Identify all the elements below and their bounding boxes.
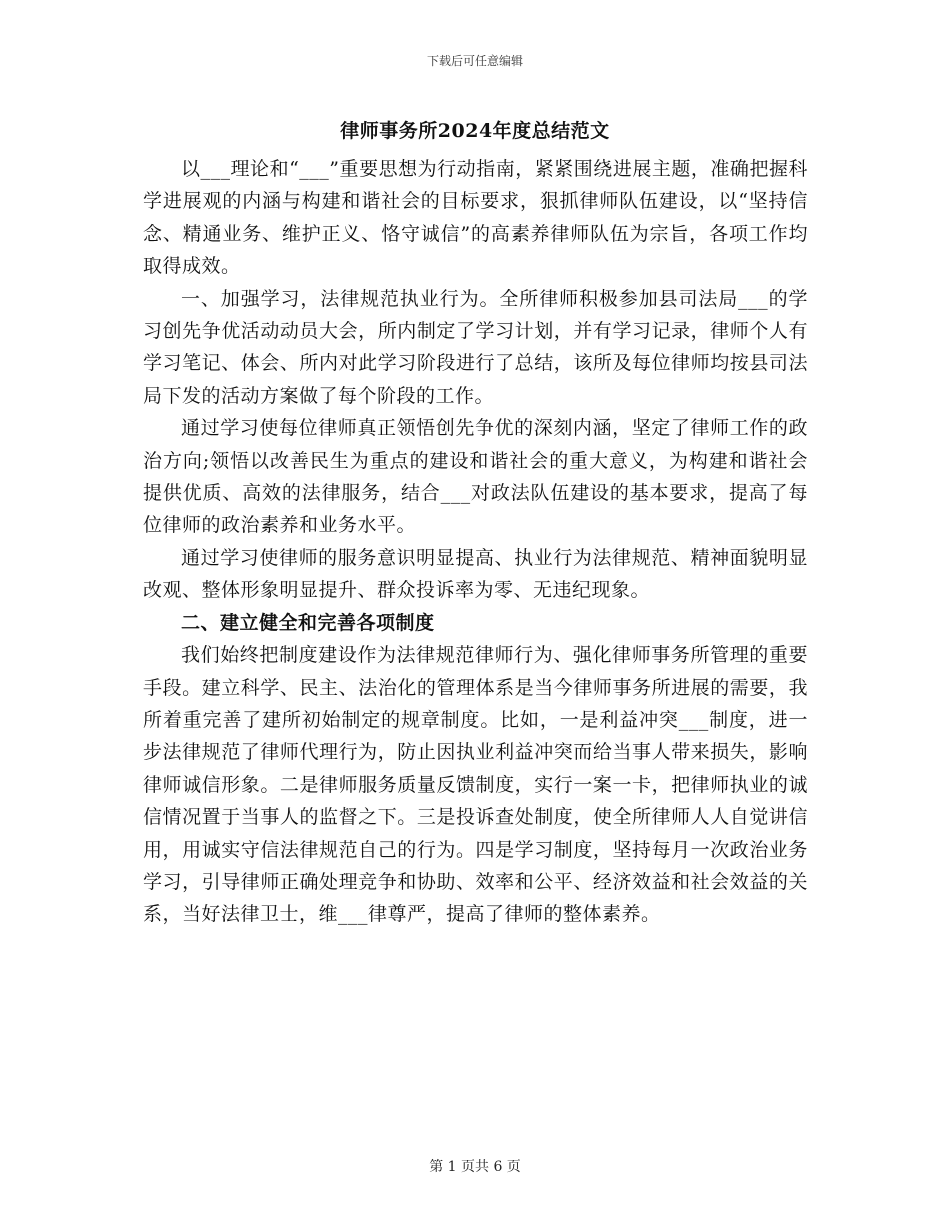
header-note: 下载后可任意编辑 (426, 54, 523, 68)
document-title: 律师事务所2024年度总结范文 (340, 120, 610, 142)
page-indicator: 第 1 页共 6 页 (429, 1159, 521, 1175)
paragraph-study-2: 通过学习使律师的服务意识明显提高、执业行为法律规范、精神面貌明显改观、整体形象明显提升、群众投诉率为零、无违纪现象。 (143, 546, 808, 602)
paragraph-section-2: 我们始终把制度建设作为法律规范律师行为、强化律师事务所管理的重要手段。建立科学、民主、法治化的管理体系是当今律师事务所进展的需要，我所着重完善了建所初始制定的规章制度。比如，一是利益冲突___制度，进一步法律规范了律师代理行为，防止因执业利益冲突而给当事人带来损失，影响律师诚信形象。二是律师服务质量反馈制度，实行一案一卡，把律师执业的诚信情况置于当事人的监督之下。三是投诉查处制度，使全所律师人人自觉讲信用，用诚实守信法律规范自己的行为。四是学习制度，坚持每月一次政治业务学习，引导律师正确处理竞争和协助、效率和公平、经济效益和社会效益的关系，当好法律卫士，维___律尊严，提高了律师的整体素养。 (143, 644, 808, 926)
paragraph-intro: 以___理论和“___”重要思想为行动指南，紧紧围绕进展主题，准确把握科学进展观的内涵与构建和谐社会的目标要求，狠抓律师队伍建设，以“坚持信念、精通业务、维护正义、恪守诚信”的高素养律师队伍为宗旨，各项工作均取得成效。 (143, 158, 808, 278)
paragraph-study-1: 通过学习使每位律师真正领悟创先争优的深刻内涵，坚定了律师工作的政治方向;领悟以改善民生为重点的建设和谐社会的重大意义，为构建和谐社会提供优质、高效的法律服务，结合___对政法队伍建设的基本要求，提高了每位律师的政治素养和业务水平。 (143, 417, 808, 537)
paragraph-section-1: 一、加强学习，法律规范执业行为。全所律师积极参加县司法局___的学习创先争优活动动员大会，所内制定了学习计划，并有学习记录，律师个人有学习笔记、体会、所内对此学习阶段进行了总结，该所及每位律师均按县司法局下发的活动方案做了每个阶段的工作。 (143, 287, 808, 407)
section-heading-2: 二、建立健全和完善各项制度 (181, 611, 435, 634)
document-body (143, 153, 808, 931)
